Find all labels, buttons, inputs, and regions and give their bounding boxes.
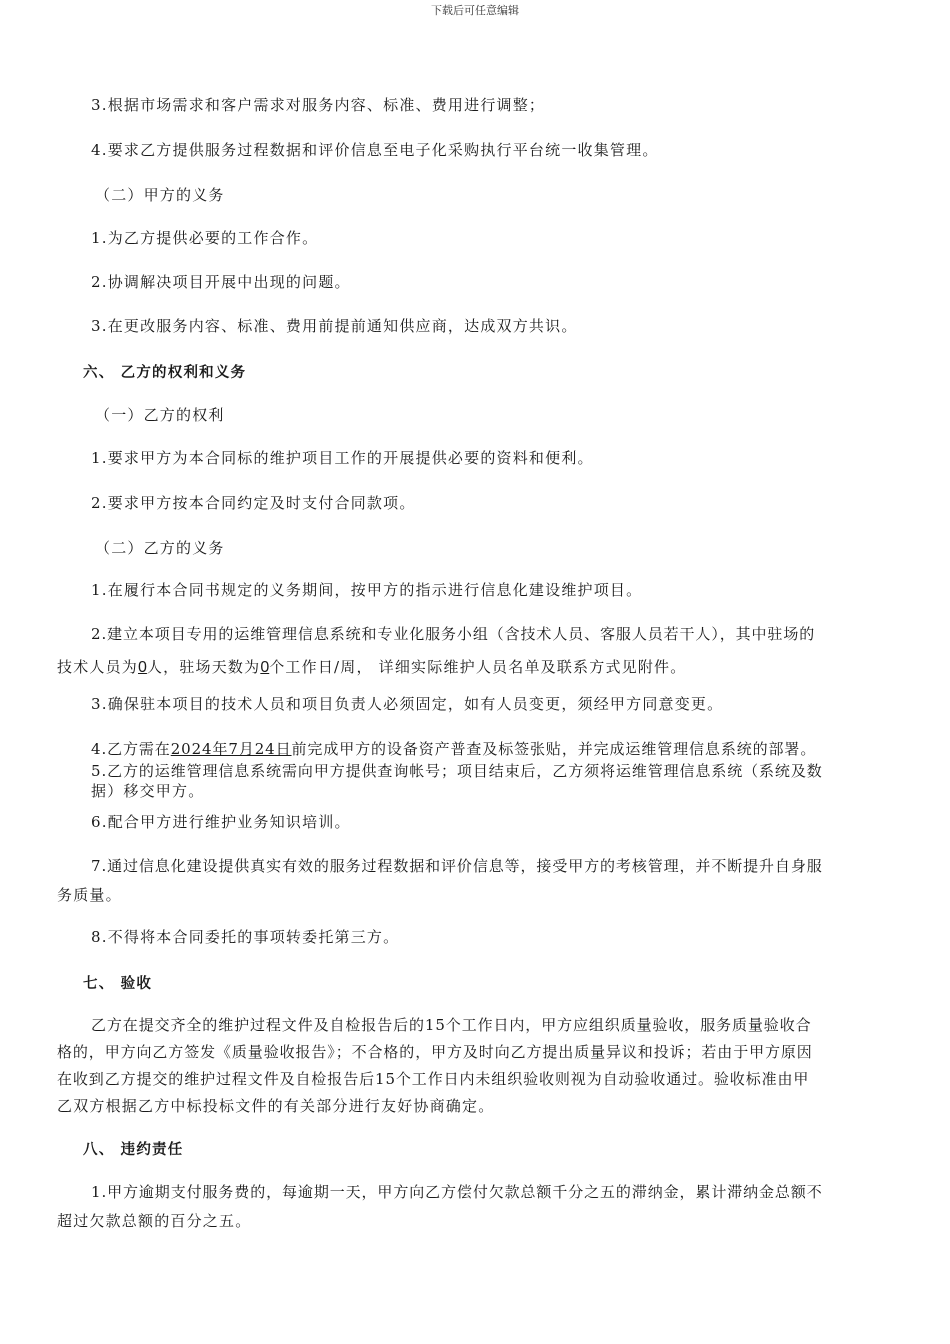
paragraph-line: 4.要求乙方提供服务过程数据和评价信息至电子化采购执行平台统一收集管理。: [91, 141, 659, 159]
paragraph-line: 7.通过信息化建设提供真实有效的服务过程数据和评价信息等，接受甲方的考核管理，并不断提升自身服: [91, 857, 823, 875]
underlined-value: 0: [138, 659, 147, 676]
text-segment: 技术人员为: [57, 658, 139, 676]
paragraph-line: 乙方在提交齐全的维护过程文件及自检报告后的15个工作日内，甲方应组织质量验收，服务质量验收合: [91, 1016, 812, 1034]
paragraph-line: 超过欠款总额的百分之五。: [57, 1212, 252, 1230]
subsection-heading: （一）乙方的权利: [95, 406, 225, 424]
section-heading: 六、 乙方的权利和义务: [83, 365, 247, 381]
paragraph-line: 3.在更改服务内容、标准、费用前提前通知供应商，达成双方共识。: [91, 317, 578, 335]
paragraph-line: 2.协调解决项目开展中出现的问题。: [91, 273, 351, 291]
page-header-note: 下载后可任意编辑: [431, 4, 519, 17]
paragraph-line: 2.建立本项目专用的运维管理信息系统和专业化服务小组（含技术人员、客服人员若干人），其中驻场的: [91, 625, 816, 643]
paragraph-line: 1.在履行本合同书规定的义务期间，按甲方的指示进行信息化建设维护项目。: [91, 581, 643, 599]
paragraph-line: 3.根据市场需求和客户需求对服务内容、标准、费用进行调整；: [91, 96, 546, 114]
underlined-value: 0: [260, 659, 270, 676]
paragraph-line: 6.配合甲方进行维护业务知识培训。: [91, 813, 351, 831]
paragraph-line: 1.甲方逾期支付服务费的，每逾期一天，甲方向乙方偿付欠款总额千分之五的滞纳金，累计滞纳金总额不: [91, 1183, 823, 1201]
text-segment: 个工作日/周， 详细实际维护人员名单及联系方式见附件。: [269, 658, 687, 676]
paragraph-line: 务质量。: [57, 886, 122, 904]
paragraph-line: 据）移交甲方。: [91, 782, 205, 800]
paragraph-line: 1.要求甲方为本合同标的维护项目工作的开展提供必要的资料和便利。: [91, 449, 594, 467]
paragraph-line: 格的，甲方向乙方签发《质量验收报告》；不合格的，甲方及时向乙方提出质量异议和投诉；若由于甲方原因: [57, 1043, 813, 1061]
paragraph-line: 8.不得将本合同委托的事项转委托第三方。: [91, 928, 400, 946]
subsection-heading: （二）甲方的义务: [95, 186, 225, 204]
paragraph-line: 在收到乙方提交的维护过程文件及自检报告后15个工作日内未组织验收则视为自动验收通过。验收标准由甲: [57, 1070, 810, 1088]
paragraph-line: 1.为乙方提供必要的工作合作。: [91, 229, 319, 247]
paragraph-line: 乙双方根据乙方中标投标文件的有关部分进行友好协商确定。: [57, 1097, 495, 1115]
text-segment: 4.乙方需在: [91, 740, 171, 758]
section-heading: 八、 违约责任: [83, 1142, 184, 1158]
paragraph-line: 3.确保驻本项目的技术人员和项目负责人必须固定，如有人员变更，须经甲方同意变更。: [91, 695, 724, 713]
paragraph-line: [91, 738, 816, 759]
underlined-date: 2024年7月24日: [170, 740, 292, 758]
paragraph-line: 5.乙方的运维管理信息系统需向甲方提供查询帐号；项目结束后，乙方须将运维管理信息系统（系统及数: [91, 762, 823, 780]
paragraph-line: 2.要求甲方按本合同约定及时支付合同款项。: [91, 494, 416, 512]
paragraph-line: [57, 656, 686, 677]
text-segment: 人，驻场天数为: [146, 658, 261, 676]
subsection-heading: （二）乙方的义务: [95, 539, 225, 557]
section-heading: 七、 验收: [83, 976, 153, 992]
text-segment: 前完成甲方的设备资产普查及标签张贴，并完成运维管理信息系统的部署。: [291, 740, 817, 758]
